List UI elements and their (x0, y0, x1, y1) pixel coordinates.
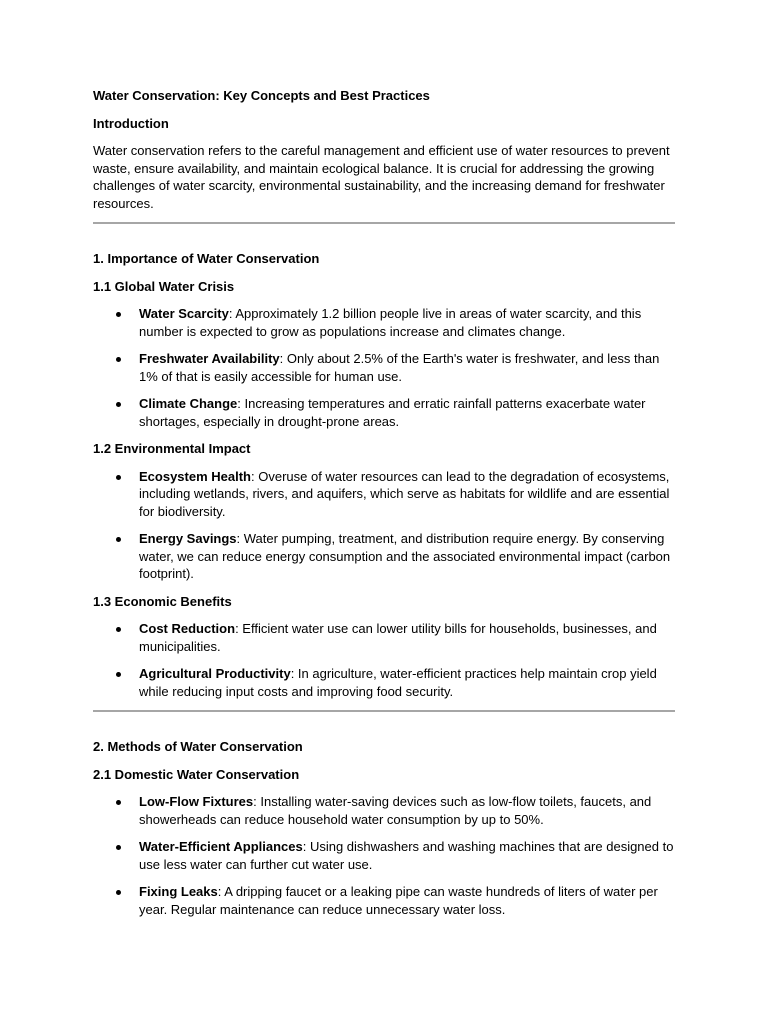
bullet-icon (116, 845, 121, 850)
section-1-heading: 1. Importance of Water Conservation (93, 251, 320, 266)
bullet-icon (116, 672, 121, 677)
subsection-1-3-heading: 1.3 Economic Benefits (93, 593, 232, 609)
item-term: Ecosystem Health (139, 468, 251, 484)
section-2-heading: 2. Methods of Water Conservation (93, 739, 303, 754)
item-text: : A dripping faucet or a leaking pipe can waste hundreds of liters of water per year. Regular maintenance can reduce unnecessary water loss. (139, 884, 658, 917)
item-text: : Efficient water use can lower utility bills for households, businesses, and municipalities. (139, 621, 657, 654)
subsection-2-1-heading: 2.1 Domestic Water Conservation (93, 766, 300, 782)
item-text: : Water pumping, treatment, and distribution require energy. By conserving water, we can reduce energy consumption and the associated environmental impact (carbon footprint). (139, 531, 671, 581)
bullet-icon (116, 312, 121, 317)
subsection-2-1-list (93, 793, 675, 918)
item-term: Fixing Leaks (139, 884, 218, 899)
subsection-1-2-list (93, 468, 675, 583)
bullet-icon (116, 537, 121, 542)
bullet-icon (116, 475, 121, 480)
list-item (93, 838, 675, 873)
item-term: Water-Efficient Appliances (139, 839, 303, 854)
item-text: : Only about 2.5% of the Earth's water is freshwater, and less than 1% of that is easily accessible for human use. (139, 351, 660, 384)
section-divider (93, 710, 675, 712)
item-term: Freshwater Availability (139, 351, 280, 366)
subsection-1-3-list (93, 620, 675, 700)
bullet-icon (116, 800, 121, 805)
list-item (93, 468, 675, 521)
document-content (93, 87, 675, 928)
item-text: : Approximately 1.2 billion people live in areas of water scarcity, and this number is expected to grow as populations increase and climates change. (139, 306, 642, 339)
bullet-icon (116, 402, 121, 407)
list-item (93, 305, 675, 340)
intro-heading: Introduction (93, 115, 169, 131)
list-item (93, 620, 675, 655)
item-term: Energy Savings (139, 531, 237, 546)
list-item (93, 793, 675, 828)
section-divider (93, 222, 675, 224)
list-item (93, 530, 675, 583)
item-text: : In agriculture, water-efficient practices help maintain crop yield while reducing input costs and improving food security. (139, 666, 657, 699)
subsection-1-1-list (93, 305, 675, 430)
item-term: Water Scarcity (139, 306, 229, 321)
list-item (93, 665, 675, 700)
list-item (93, 350, 675, 385)
item-text: : Increasing temperatures and erratic rainfall patterns exacerbate water shortages, especially in drought-prone areas. (139, 396, 646, 429)
bullet-icon (116, 357, 121, 362)
item-text: : Overuse of water resources can lead to the degradation of ecosystems, including wetlands, rivers, and aquifers, which serve as habitats for wildlife and are essential for biodiversity. (139, 468, 670, 519)
document-title: Water Conservation: Key Concepts and Best Practices (93, 88, 430, 103)
item-term: Cost Reduction (139, 621, 236, 636)
intro-paragraph: Water conservation refers to the careful management and efficient use of water resources to prevent waste, ensure availability, and maintain ecological balance. It is crucial for addressing the growing challenges of water scarcity, environmental sustainability, and the increasing demand for freshwater resources. (93, 143, 670, 211)
item-term: Climate Change (139, 396, 238, 411)
item-term: Agricultural Productivity (139, 666, 291, 681)
bullet-icon (116, 890, 121, 895)
list-item (93, 395, 675, 430)
item-text: : Using dishwashers and washing machines that are designed to use less water can further cut water use. (139, 839, 674, 872)
subsection-1-2-heading: 1.2 Environmental Impact (93, 441, 251, 456)
item-text: : Installing water-saving devices such as low-flow toilets, faucets, and showerheads can reduce household water consumption by up to 50%. (139, 794, 652, 827)
list-item (93, 883, 675, 918)
item-term: Low-Flow Fixtures (139, 794, 254, 809)
subsection-1-1-heading: 1.1 Global Water Crisis (93, 278, 235, 294)
bullet-icon (116, 627, 121, 632)
